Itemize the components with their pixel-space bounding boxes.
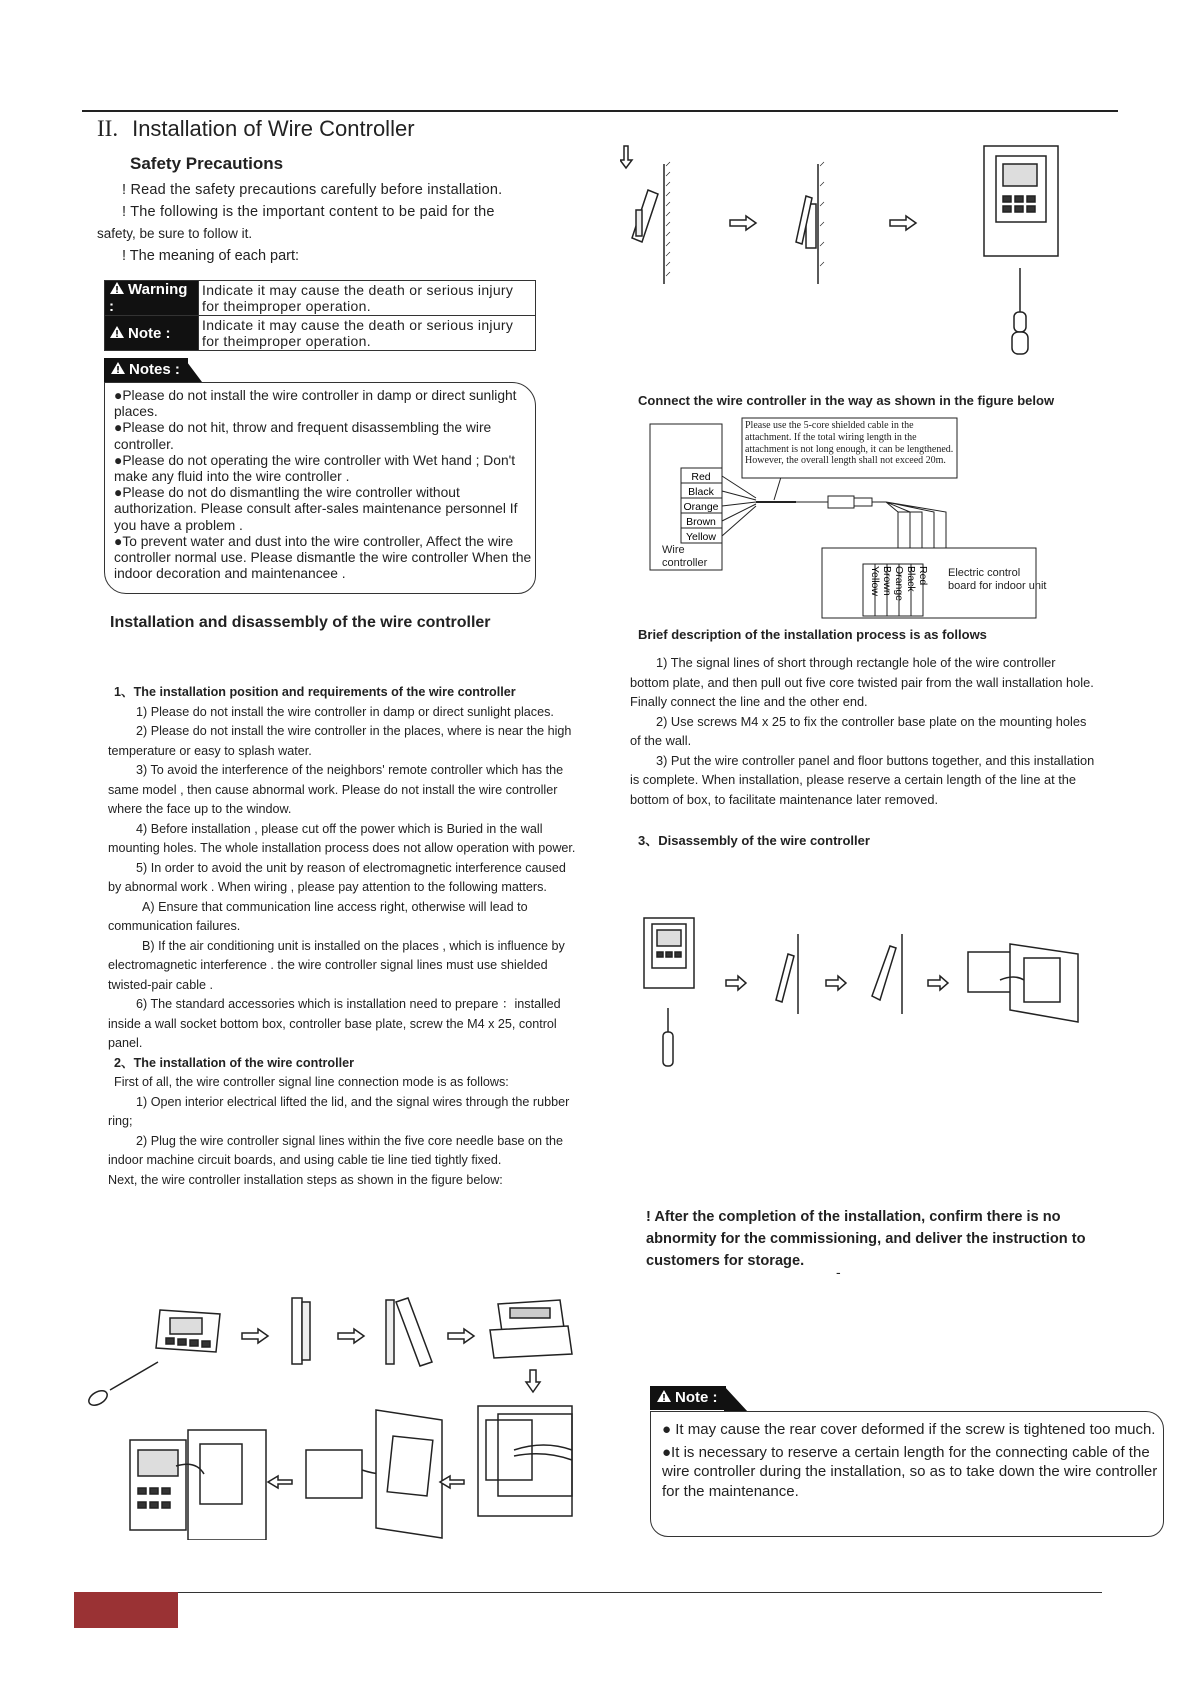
requirement-item: 3) To avoid the interference of the neighbors' remote controller which has the same model , then cause abnormal work. Please do not install the wire controller where the face up to the window. — [108, 763, 564, 816]
note-item: ●It is necessary to reserve a certain length for the connecting cable of the wire controller during the installation, so as to take down the wire controller for the maintenance. — [662, 1443, 1158, 1500]
board-wire-label: Yellow — [869, 566, 881, 596]
safety-heading: Safety Precautions — [130, 154, 284, 173]
warning-icon — [109, 325, 125, 339]
section-title-text: Installation of Wire Controller — [132, 116, 415, 141]
board-wire-label: Red — [917, 566, 929, 586]
legend-row-warning — [105, 281, 536, 316]
warning-icon — [109, 281, 125, 295]
section-numeral: II. — [97, 116, 119, 141]
after-completion-text: ! After the completion of the installation, confirm there is no abnormity for the commissioning, and deliver the instruction to customers for storage. — [646, 1209, 1086, 1269]
requirement-item: 4) Before installation , please cut off the power which is Buried in the wall mounting holes. The whole installation process does not allow operation with power. — [108, 821, 576, 855]
notes-item: ●Please do not operating the wire controller with Wet hand ; Don't make any fluid into the wire controller . — [114, 452, 516, 485]
brief-list — [630, 653, 1098, 809]
notes-list — [114, 388, 534, 582]
wire-label: Red — [691, 471, 711, 483]
legend-row-note — [105, 316, 536, 351]
wire-label: Brown — [686, 516, 716, 528]
notes-label: Notes : — [129, 361, 180, 378]
warning-icon — [110, 361, 126, 375]
notes-tab — [104, 358, 188, 382]
connection-step: 1) Open interior electrical lifted the lid, and the signal wires through the rubber ring; — [108, 1094, 570, 1128]
warning-label: Warning : — [109, 281, 188, 315]
warning-label-cell — [105, 281, 199, 316]
install-body — [108, 683, 580, 1190]
header-rule — [82, 110, 1118, 112]
symbol-legend-table — [104, 280, 536, 351]
subheading-2: 2、The installation of the wire controller — [114, 1055, 355, 1070]
safety-line-2: ! The following is the important content to be paid for the — [122, 204, 495, 220]
notes-item: ●Please do not hit, throw and frequent disassembling the wire controller. — [114, 420, 492, 452]
footer-accent-bar — [74, 1592, 178, 1628]
subheading-3: 3、Disassembly of the wire controller — [638, 833, 870, 848]
requirement-item: 1) Please do not install the wire controller in damp or direct sunlight places. — [136, 704, 554, 719]
requirement-item: 5) In order to avoid the unit by reason of electromagnetic interference caused by abnormal work . When wiring , please pay attention to the following matters. — [108, 860, 566, 894]
disassembly-figure — [640, 904, 1090, 1074]
notes-tab-slant — [184, 358, 202, 382]
stray-dash: - — [836, 1264, 841, 1280]
note-item: ● It may cause the rear cover deformed if the screw is tightened too much. — [662, 1421, 1156, 1438]
brief-caption: Brief description of the installation process is as follows — [638, 627, 987, 642]
safety-line-1: ! Read the safety precautions carefully before installation. — [122, 182, 503, 198]
brief-item: 2) Use screws M4 x 25 to fix the controller base plate on the mounting holes of the wall. — [630, 713, 1087, 748]
safety-line-4: ! The meaning of each part: — [122, 248, 300, 264]
note-list — [662, 1420, 1158, 1504]
wire-label: Black — [688, 486, 714, 498]
wire-label: Orange — [683, 501, 719, 513]
connection-step: 2) Plug the wire controller signal lines within the five core needle base on the indoor machine circuit boards, and using cable tie line tied tightly fixed. — [108, 1133, 564, 1167]
install-heading: Installation and disassembly of the wire controller — [110, 614, 491, 631]
warning-desc: Indicate it may cause the death or serious injury for theimproper operation. — [199, 281, 536, 316]
requirement-subitem-a: A) Ensure that communication line access right, otherwise will lead to communication failures. — [108, 899, 528, 933]
board-wire-label: Black — [905, 566, 917, 592]
installation-steps-figure — [80, 1290, 600, 1540]
mounting-steps-figure — [620, 144, 1070, 364]
note-label: Note : — [128, 324, 171, 342]
requirement-item: 2) Please do not install the wire controller in the places, where is near the high temperature or easy to splash water. — [108, 724, 572, 758]
section-title — [97, 116, 415, 142]
board-wire-label: Orange — [893, 566, 905, 602]
note-tab-label: Note : — [675, 1389, 718, 1406]
board-label: Electric control board for indoor unit — [948, 567, 1047, 592]
subheading-1: 1、The installation position and requirements of the wire controller — [114, 685, 516, 699]
note-tab-slant — [724, 1386, 748, 1412]
next-steps-text: Next, the wire controller installation steps as shown in the figure below: — [108, 1172, 503, 1187]
safety-line-3: safety, be sure to follow it. — [97, 226, 253, 241]
note-tab — [650, 1386, 726, 1410]
brief-item: 1) The signal lines of short through rectangle hole of the wire controller bottom plate, and then pull out five core twisted pair from the wall installation hole. Finally connect the line and the other end. — [630, 655, 1094, 709]
notes-item: ●Please do not do dismantling the wire controller without authorization. Please consult after-sales maintenance personnel If you have a problem . — [114, 485, 518, 533]
footer-rule — [178, 1592, 1102, 1593]
wire-controller-label: Wire controller — [662, 544, 708, 569]
requirement-item-6: 6) The standard accessories which is installation need to prepare ：installed inside a wall socket bottom box, controller base plate, screw the M4 x 25, control panel. — [108, 997, 561, 1050]
connection-intro: First of all, the wire controller signal line connection mode is as follows: — [114, 1075, 509, 1089]
cable-note: Please use the 5-core shielded cable in the attachment. If the total wiring length in the attachment is not long enough, it can be lengthened. However, the overall length shall not exceed 20m. — [745, 420, 954, 467]
warning-icon — [656, 1389, 672, 1403]
note-label-cell — [105, 316, 199, 351]
notes-item: ●To prevent water and dust into the wire controller, Affect the wire controller normal use. Please dismantle the wire controller When the indoor decoration and maintenancee . — [114, 533, 532, 582]
wire-label: Yellow — [686, 531, 716, 543]
requirement-subitem-b: B) If the air conditioning unit is installed on the places , which is influence by electromagnetic interference . the wire controller signal lines must use shielded twisted-pair cable . — [108, 938, 565, 992]
brief-item: 3) Put the wire controller panel and floor buttons together, and this installation is complete. When installation, please reserve a certain length of the line at the bottom of box, to facilitate maintenance later removed. — [630, 752, 1095, 807]
board-wire-label: Brown — [881, 566, 893, 596]
note-desc: Indicate it may cause the death or serious injury for theimproper operation. — [199, 316, 536, 351]
notes-item: ●Please do not install the wire controller in damp or direct sunlight places. — [114, 388, 517, 420]
connect-caption: Connect the wire controller in the way as shown in the figure below — [638, 393, 1055, 408]
